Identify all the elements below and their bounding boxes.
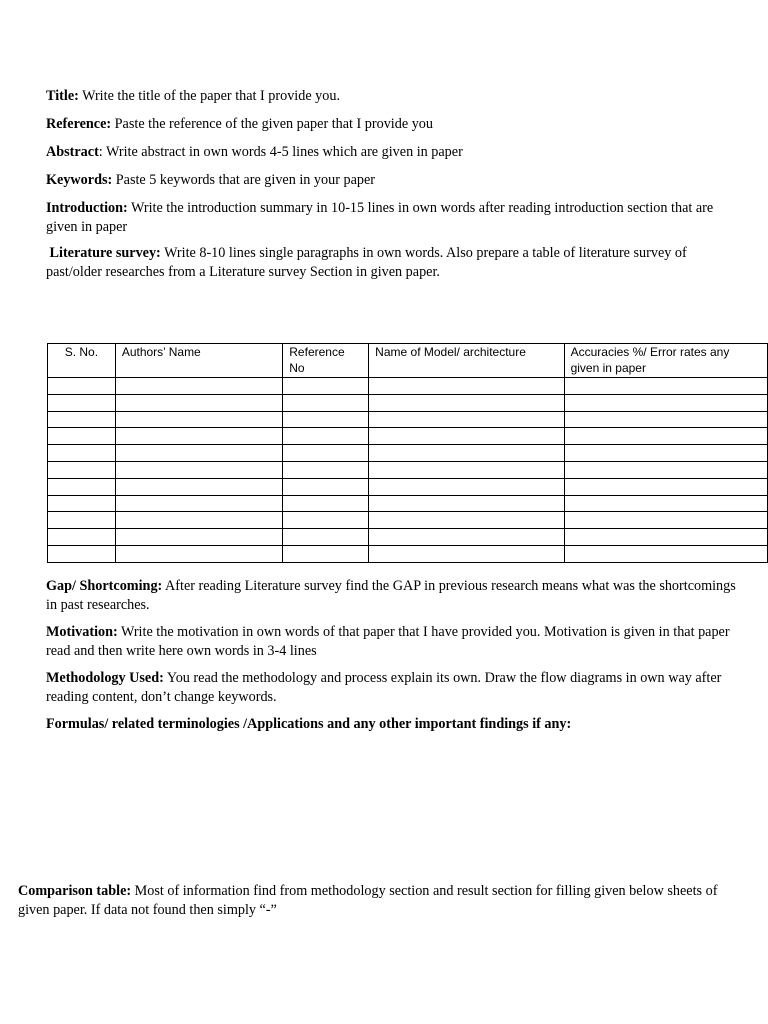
- table-cell[interactable]: [283, 378, 369, 395]
- table-cell[interactable]: [369, 478, 564, 495]
- table-cell[interactable]: [115, 394, 282, 411]
- table-cell[interactable]: [115, 378, 282, 395]
- table-cell[interactable]: [115, 445, 282, 462]
- table-row: [48, 411, 768, 428]
- title-label: Title:: [46, 88, 79, 104]
- literature-label: Literature survey:: [46, 245, 161, 261]
- abstract-instruction: [46, 143, 736, 162]
- table-header-row: [48, 344, 768, 378]
- literature-instruction: [46, 244, 736, 281]
- table-cell[interactable]: [283, 394, 369, 411]
- table-cell[interactable]: [48, 529, 116, 546]
- col-header-model: Name of Model/ architecture: [369, 344, 564, 378]
- table-cell[interactable]: [369, 545, 564, 562]
- table-cell[interactable]: [48, 461, 116, 478]
- motivation-label: Motivation:: [46, 624, 118, 640]
- table-cell[interactable]: [48, 545, 116, 562]
- table-cell[interactable]: [564, 378, 767, 395]
- table-cell[interactable]: [48, 411, 116, 428]
- table-cell[interactable]: [115, 461, 282, 478]
- table-cell[interactable]: [564, 478, 767, 495]
- table-cell[interactable]: [369, 461, 564, 478]
- col-header-sno: S. No.: [48, 344, 116, 378]
- table-body: [48, 378, 768, 563]
- gap-label: Gap/ Shortcoming:: [46, 578, 163, 594]
- table-cell[interactable]: [283, 461, 369, 478]
- reference-text: Paste the reference of the given paper that I provide you: [111, 116, 433, 132]
- table-cell[interactable]: [115, 428, 282, 445]
- table-cell[interactable]: [48, 428, 116, 445]
- gap-instruction: [46, 577, 736, 614]
- keywords-text: Paste 5 keywords that are given in your paper: [112, 172, 375, 188]
- table-cell[interactable]: [564, 495, 767, 512]
- abstract-label: Abstract: [46, 144, 99, 160]
- introduction-text: Write the introduction summary in 10-15 lines in own words after reading introduction section that are given in paper: [46, 200, 714, 235]
- table-row: [48, 529, 768, 546]
- table-cell[interactable]: [283, 428, 369, 445]
- table-cell[interactable]: [369, 512, 564, 529]
- table-row: [48, 378, 768, 395]
- table-cell[interactable]: [369, 411, 564, 428]
- col-header-authors: Authors’ Name: [115, 344, 282, 378]
- table-cell[interactable]: [564, 445, 767, 462]
- table-cell[interactable]: [115, 545, 282, 562]
- table-row: [48, 445, 768, 462]
- methodology-label: Methodology Used:: [46, 670, 164, 686]
- keywords-instruction: [46, 171, 736, 190]
- comparison-instruction: [18, 882, 738, 919]
- col-header-reference-no: Reference No: [283, 344, 369, 378]
- methodology-instruction: [46, 669, 736, 706]
- table-cell[interactable]: [115, 512, 282, 529]
- col-header-accuracies: Accuracies %/ Error rates any given in paper: [564, 344, 767, 378]
- table-cell[interactable]: [48, 495, 116, 512]
- table-cell[interactable]: [564, 545, 767, 562]
- table-cell[interactable]: [369, 394, 564, 411]
- keywords-label: Keywords:: [46, 172, 113, 188]
- introduction-instruction: [46, 199, 736, 236]
- table-cell[interactable]: [369, 529, 564, 546]
- table-cell[interactable]: [48, 394, 116, 411]
- table-cell[interactable]: [283, 445, 369, 462]
- table-cell[interactable]: [369, 445, 564, 462]
- table-cell[interactable]: [564, 411, 767, 428]
- gap-text: After reading Literature survey find the GAP in previous research means what was the shortcomings in past researches.: [46, 578, 736, 613]
- formulas-heading: [46, 715, 736, 734]
- table-cell[interactable]: [283, 478, 369, 495]
- table-cell[interactable]: [283, 545, 369, 562]
- table-cell[interactable]: [115, 529, 282, 546]
- table-cell[interactable]: [48, 378, 116, 395]
- literature-text: Write 8-10 lines single paragraphs in own words. Also prepare a table of literature survey of past/older researches from a Literature survey Section in given paper.: [46, 245, 687, 280]
- table-cell[interactable]: [115, 411, 282, 428]
- table-cell[interactable]: [48, 445, 116, 462]
- table-cell[interactable]: [283, 411, 369, 428]
- reference-instruction: [46, 115, 736, 134]
- title-instruction: [46, 87, 736, 106]
- table-row: [48, 428, 768, 445]
- table-cell[interactable]: [564, 512, 767, 529]
- table-row: [48, 478, 768, 495]
- formulas-label: Formulas/ related terminologies /Applications and any other important findings if any:: [46, 716, 572, 732]
- table-cell[interactable]: [369, 495, 564, 512]
- table-cell[interactable]: [115, 495, 282, 512]
- table-cell[interactable]: [48, 478, 116, 495]
- table-cell[interactable]: [283, 529, 369, 546]
- table-row: [48, 495, 768, 512]
- table-cell[interactable]: [48, 512, 116, 529]
- comparison-label: Comparison table:: [18, 883, 132, 899]
- table-cell[interactable]: [564, 394, 767, 411]
- table-cell[interactable]: [283, 512, 369, 529]
- table-cell[interactable]: [115, 478, 282, 495]
- abstract-text: : Write abstract in own words 4-5 lines which are given in paper: [98, 144, 463, 160]
- table-cell[interactable]: [564, 428, 767, 445]
- title-text: Write the title of the paper that I provide you.: [78, 88, 341, 104]
- reference-label: Reference:: [46, 116, 112, 132]
- table-cell[interactable]: [369, 378, 564, 395]
- table-row: [48, 394, 768, 411]
- methodology-text: You read the methodology and process explain its own. Draw the flow diagrams in own way after reading content, don’t change keywords.: [46, 670, 722, 705]
- introduction-label: Introduction:: [46, 200, 128, 216]
- table-cell[interactable]: [369, 428, 564, 445]
- comparison-text: Most of information find from methodology section and result section for filling given below sheets of given paper. If data not found then simply “-”: [18, 883, 718, 918]
- table-cell[interactable]: [564, 461, 767, 478]
- motivation-text: Write the motivation in own words of that paper that I have provided you. Motivation is given in that paper read and then write here own words in 3-4 lines: [46, 624, 730, 659]
- table-cell[interactable]: [564, 529, 767, 546]
- motivation-instruction: [46, 623, 736, 660]
- table-cell[interactable]: [283, 495, 369, 512]
- table-row: [48, 461, 768, 478]
- literature-survey-table: [47, 343, 768, 563]
- table-row: [48, 545, 768, 562]
- table-row: [48, 512, 768, 529]
